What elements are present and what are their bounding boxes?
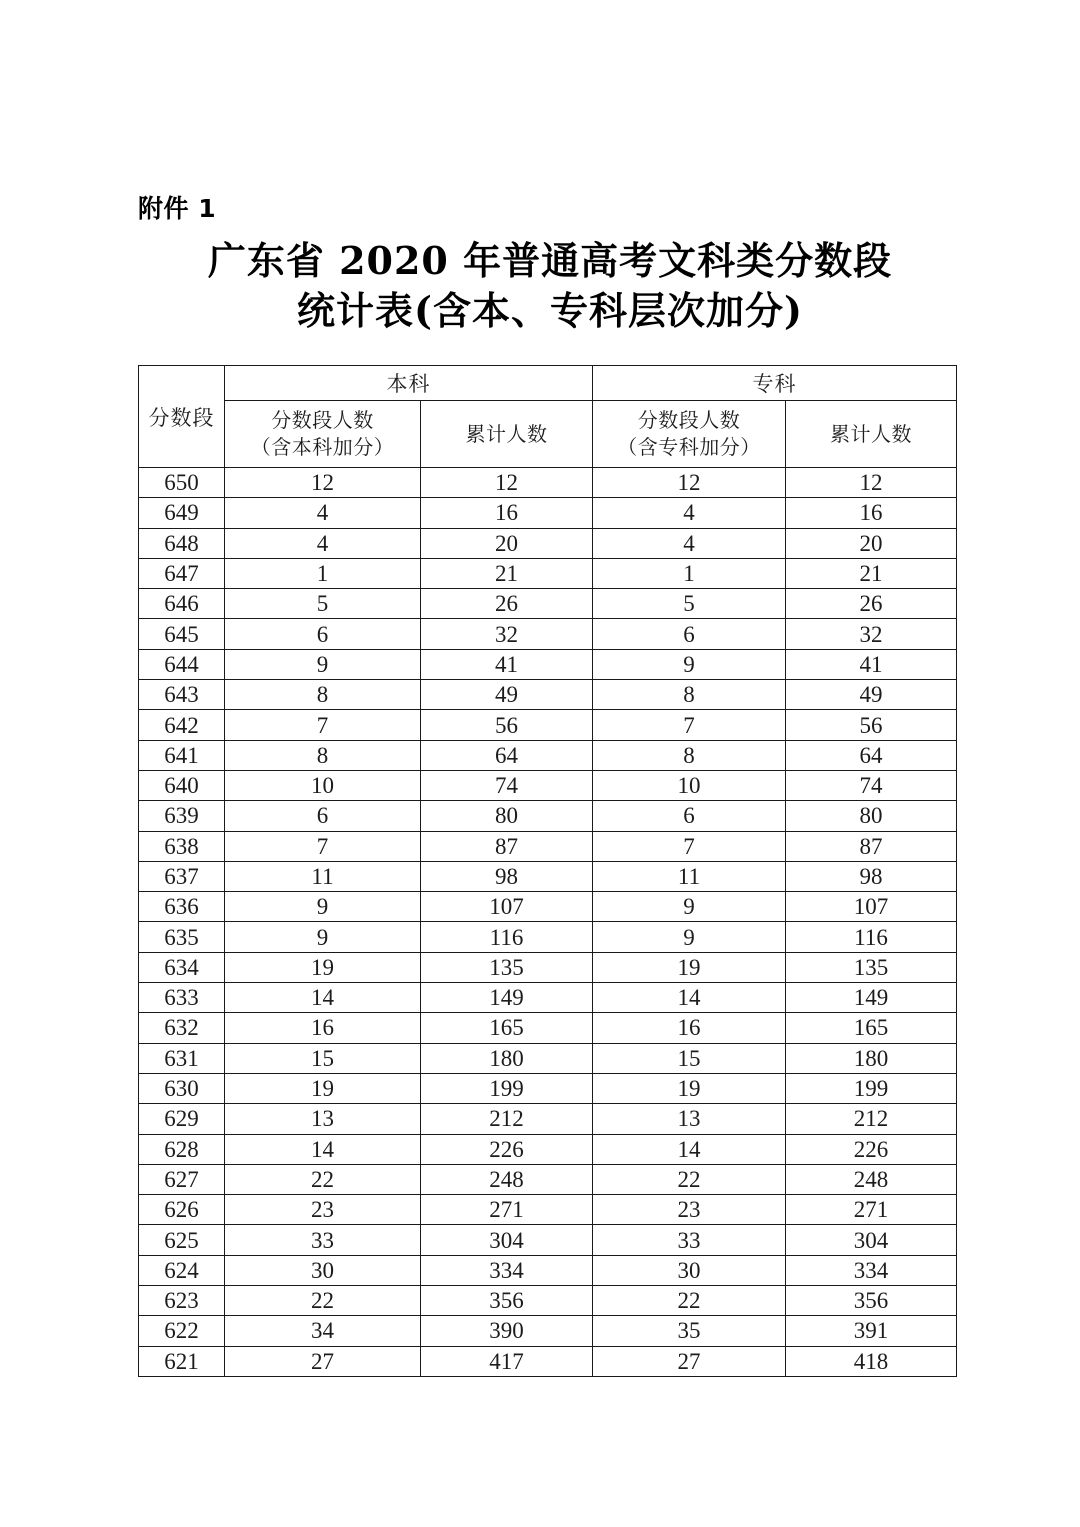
cell-score-segment: 627 (139, 1164, 225, 1194)
cell-zhuanke-segment-count: 9 (593, 922, 786, 952)
table-row (139, 892, 957, 922)
table-header-group-row (139, 366, 957, 401)
cell-zhuanke-segment-count: 11 (593, 861, 786, 891)
cell-score-segment: 633 (139, 983, 225, 1013)
cell-score-segment: 624 (139, 1255, 225, 1285)
cell-zhuanke-segment-count: 6 (593, 801, 786, 831)
cell-score-segment: 643 (139, 680, 225, 710)
cell-score-segment: 630 (139, 1073, 225, 1103)
cell-zhuanke-cumulative: 391 (786, 1316, 957, 1346)
cell-score-segment: 648 (139, 528, 225, 558)
cell-score-segment: 635 (139, 922, 225, 952)
cell-benke-segment-count: 6 (225, 801, 421, 831)
cell-zhuanke-segment-count: 6 (593, 619, 786, 649)
cell-benke-cumulative: 74 (421, 770, 593, 800)
cell-zhuanke-cumulative: 64 (786, 740, 957, 770)
score-distribution-table (138, 365, 957, 1377)
cell-zhuanke-segment-count: 19 (593, 952, 786, 982)
table-row (139, 922, 957, 952)
cell-score-segment: 649 (139, 498, 225, 528)
cell-zhuanke-cumulative: 98 (786, 861, 957, 891)
cell-zhuanke-segment-count: 1 (593, 558, 786, 588)
cell-benke-cumulative: 16 (421, 498, 593, 528)
cell-score-segment: 623 (139, 1286, 225, 1316)
cell-zhuanke-cumulative: 41 (786, 649, 957, 679)
cell-benke-cumulative: 107 (421, 892, 593, 922)
cell-zhuanke-segment-count: 8 (593, 680, 786, 710)
cell-benke-segment-count: 9 (225, 922, 421, 952)
cell-zhuanke-cumulative: 32 (786, 619, 957, 649)
cell-benke-cumulative: 304 (421, 1225, 593, 1255)
cell-zhuanke-cumulative: 304 (786, 1225, 957, 1255)
cell-zhuanke-segment-count: 12 (593, 468, 786, 498)
cell-benke-segment-count: 4 (225, 498, 421, 528)
cell-benke-cumulative: 26 (421, 589, 593, 619)
cell-benke-segment-count: 5 (225, 589, 421, 619)
cell-benke-cumulative: 199 (421, 1073, 593, 1103)
cell-benke-cumulative: 248 (421, 1164, 593, 1194)
table-row (139, 558, 957, 588)
cell-benke-cumulative: 180 (421, 1043, 593, 1073)
cell-zhuanke-cumulative: 107 (786, 892, 957, 922)
cell-zhuanke-cumulative: 74 (786, 770, 957, 800)
cell-zhuanke-segment-count: 13 (593, 1104, 786, 1134)
cell-score-segment: 621 (139, 1346, 225, 1376)
cell-benke-cumulative: 390 (421, 1316, 593, 1346)
table-row (139, 1255, 957, 1285)
table-row (139, 1225, 957, 1255)
table-header-sub-row (139, 401, 957, 468)
table-row (139, 983, 957, 1013)
page-title-line-2: 统计表(含本、专科层次加分) (297, 288, 803, 333)
column-header-benke-cumulative: 累计人数 (421, 401, 593, 468)
cell-benke-segment-count: 14 (225, 983, 421, 1013)
cell-score-segment: 650 (139, 468, 225, 498)
cell-benke-cumulative: 98 (421, 861, 593, 891)
cell-zhuanke-segment-count: 8 (593, 740, 786, 770)
table-row (139, 1346, 957, 1376)
cell-benke-segment-count: 9 (225, 649, 421, 679)
cell-zhuanke-cumulative: 16 (786, 498, 957, 528)
cell-benke-cumulative: 64 (421, 740, 593, 770)
table-row (139, 649, 957, 679)
cell-zhuanke-cumulative: 199 (786, 1073, 957, 1103)
cell-benke-segment-count: 7 (225, 710, 421, 740)
cell-benke-cumulative: 87 (421, 831, 593, 861)
cell-benke-cumulative: 271 (421, 1195, 593, 1225)
cell-zhuanke-segment-count: 27 (593, 1346, 786, 1376)
cell-zhuanke-segment-count: 35 (593, 1316, 786, 1346)
cell-zhuanke-segment-count: 14 (593, 983, 786, 1013)
column-header-benke-segment-count (225, 401, 421, 468)
cell-benke-cumulative: 20 (421, 528, 593, 558)
cell-zhuanke-cumulative: 80 (786, 801, 957, 831)
table-row (139, 801, 957, 831)
cell-benke-segment-count: 34 (225, 1316, 421, 1346)
table-row (139, 680, 957, 710)
cell-zhuanke-cumulative: 226 (786, 1134, 957, 1164)
cell-benke-cumulative: 32 (421, 619, 593, 649)
cell-benke-cumulative: 334 (421, 1255, 593, 1285)
cell-zhuanke-segment-count: 7 (593, 710, 786, 740)
table-row (139, 1195, 957, 1225)
cell-zhuanke-segment-count: 5 (593, 589, 786, 619)
table-row (139, 740, 957, 770)
table-row (139, 861, 957, 891)
cell-benke-cumulative: 56 (421, 710, 593, 740)
cell-benke-cumulative: 135 (421, 952, 593, 982)
cell-benke-cumulative: 49 (421, 680, 593, 710)
cell-benke-segment-count: 22 (225, 1164, 421, 1194)
table-row (139, 589, 957, 619)
cell-benke-cumulative: 41 (421, 649, 593, 679)
attachment-label: 附件 1 (138, 194, 217, 223)
cell-score-segment: 647 (139, 558, 225, 588)
table-row (139, 1073, 957, 1103)
cell-zhuanke-segment-count: 23 (593, 1195, 786, 1225)
cell-zhuanke-segment-count: 30 (593, 1255, 786, 1285)
cell-benke-cumulative: 417 (421, 1346, 593, 1376)
table-row (139, 1013, 957, 1043)
column-header-score-segment: 分数段 (139, 366, 225, 468)
cell-benke-segment-count: 8 (225, 680, 421, 710)
cell-benke-segment-count: 19 (225, 1073, 421, 1103)
cell-zhuanke-segment-count: 22 (593, 1164, 786, 1194)
table-row (139, 770, 957, 800)
cell-score-segment: 622 (139, 1316, 225, 1346)
cell-benke-segment-count: 16 (225, 1013, 421, 1043)
cell-zhuanke-cumulative: 149 (786, 983, 957, 1013)
table-row (139, 831, 957, 861)
cell-score-segment: 636 (139, 892, 225, 922)
cell-benke-segment-count: 22 (225, 1286, 421, 1316)
table-body (139, 468, 957, 1377)
cell-zhuanke-cumulative: 21 (786, 558, 957, 588)
cell-benke-cumulative: 116 (421, 922, 593, 952)
table-row (139, 498, 957, 528)
table-row (139, 528, 957, 558)
cell-zhuanke-cumulative: 56 (786, 710, 957, 740)
cell-score-segment: 629 (139, 1104, 225, 1134)
cell-zhuanke-cumulative: 20 (786, 528, 957, 558)
cell-score-segment: 628 (139, 1134, 225, 1164)
cell-benke-segment-count: 33 (225, 1225, 421, 1255)
cell-zhuanke-cumulative: 180 (786, 1043, 957, 1073)
cell-score-segment: 646 (139, 589, 225, 619)
cell-zhuanke-cumulative: 87 (786, 831, 957, 861)
table-row (139, 1134, 957, 1164)
table-row (139, 1043, 957, 1073)
cell-benke-segment-count: 4 (225, 528, 421, 558)
cell-benke-segment-count: 12 (225, 468, 421, 498)
cell-zhuanke-cumulative: 212 (786, 1104, 957, 1134)
cell-zhuanke-cumulative: 49 (786, 680, 957, 710)
cell-zhuanke-segment-count: 4 (593, 528, 786, 558)
cell-benke-segment-count: 6 (225, 619, 421, 649)
cell-score-segment: 631 (139, 1043, 225, 1073)
table-row (139, 1164, 957, 1194)
cell-zhuanke-cumulative: 116 (786, 922, 957, 952)
cell-benke-cumulative: 149 (421, 983, 593, 1013)
cell-zhuanke-segment-count: 19 (593, 1073, 786, 1103)
cell-benke-cumulative: 80 (421, 801, 593, 831)
cell-benke-segment-count: 15 (225, 1043, 421, 1073)
cell-zhuanke-cumulative: 356 (786, 1286, 957, 1316)
cell-benke-segment-count: 14 (225, 1134, 421, 1164)
cell-zhuanke-cumulative: 271 (786, 1195, 957, 1225)
benke-segment-count-line-2: （含本科加分） (250, 435, 395, 459)
cell-score-segment: 645 (139, 619, 225, 649)
cell-benke-segment-count: 9 (225, 892, 421, 922)
cell-zhuanke-segment-count: 14 (593, 1134, 786, 1164)
cell-score-segment: 632 (139, 1013, 225, 1043)
cell-zhuanke-cumulative: 418 (786, 1346, 957, 1376)
cell-benke-cumulative: 21 (421, 558, 593, 588)
cell-benke-segment-count: 1 (225, 558, 421, 588)
cell-zhuanke-cumulative: 334 (786, 1255, 957, 1285)
cell-zhuanke-segment-count: 9 (593, 892, 786, 922)
cell-score-segment: 637 (139, 861, 225, 891)
cell-benke-cumulative: 226 (421, 1134, 593, 1164)
cell-benke-segment-count: 7 (225, 831, 421, 861)
cell-zhuanke-cumulative: 248 (786, 1164, 957, 1194)
cell-zhuanke-segment-count: 22 (593, 1286, 786, 1316)
page-title (140, 236, 960, 336)
cell-benke-segment-count: 10 (225, 770, 421, 800)
zhuanke-segment-count-line-2: （含专科加分） (617, 435, 761, 459)
cell-benke-segment-count: 27 (225, 1346, 421, 1376)
cell-benke-cumulative: 356 (421, 1286, 593, 1316)
cell-zhuanke-segment-count: 16 (593, 1013, 786, 1043)
zhuanke-segment-count-line-1: 分数段人数 (637, 408, 741, 432)
table-header (139, 366, 957, 468)
table-row (139, 1104, 957, 1134)
cell-score-segment: 638 (139, 831, 225, 861)
table-row (139, 952, 957, 982)
column-header-zhuanke-segment-count (593, 401, 786, 468)
cell-benke-cumulative: 212 (421, 1104, 593, 1134)
page-title-line-1: 广东省 2020 年普通高考文科类分数段 (207, 238, 893, 283)
cell-zhuanke-segment-count: 7 (593, 831, 786, 861)
cell-score-segment: 640 (139, 770, 225, 800)
table-row (139, 710, 957, 740)
column-group-header-zhuanke: 专科 (593, 366, 957, 401)
cell-benke-cumulative: 12 (421, 468, 593, 498)
cell-score-segment: 634 (139, 952, 225, 982)
cell-zhuanke-segment-count: 10 (593, 770, 786, 800)
cell-score-segment: 642 (139, 710, 225, 740)
table-row (139, 619, 957, 649)
table-row (139, 1316, 957, 1346)
cell-zhuanke-segment-count: 33 (593, 1225, 786, 1255)
cell-zhuanke-cumulative: 135 (786, 952, 957, 982)
cell-benke-segment-count: 13 (225, 1104, 421, 1134)
cell-benke-cumulative: 165 (421, 1013, 593, 1043)
cell-benke-segment-count: 19 (225, 952, 421, 982)
cell-benke-segment-count: 11 (225, 861, 421, 891)
cell-score-segment: 626 (139, 1195, 225, 1225)
table-row (139, 1286, 957, 1316)
cell-zhuanke-cumulative: 12 (786, 468, 957, 498)
cell-benke-segment-count: 8 (225, 740, 421, 770)
cell-benke-segment-count: 30 (225, 1255, 421, 1285)
cell-zhuanke-cumulative: 26 (786, 589, 957, 619)
cell-score-segment: 639 (139, 801, 225, 831)
cell-zhuanke-segment-count: 4 (593, 498, 786, 528)
column-header-zhuanke-cumulative: 累计人数 (786, 401, 957, 468)
cell-zhuanke-segment-count: 9 (593, 649, 786, 679)
cell-benke-segment-count: 23 (225, 1195, 421, 1225)
cell-score-segment: 625 (139, 1225, 225, 1255)
benke-segment-count-line-1: 分数段人数 (271, 408, 374, 432)
cell-zhuanke-segment-count: 15 (593, 1043, 786, 1073)
cell-score-segment: 641 (139, 740, 225, 770)
cell-zhuanke-cumulative: 165 (786, 1013, 957, 1043)
cell-score-segment: 644 (139, 649, 225, 679)
table-row (139, 468, 957, 498)
column-group-header-benke: 本科 (225, 366, 593, 401)
